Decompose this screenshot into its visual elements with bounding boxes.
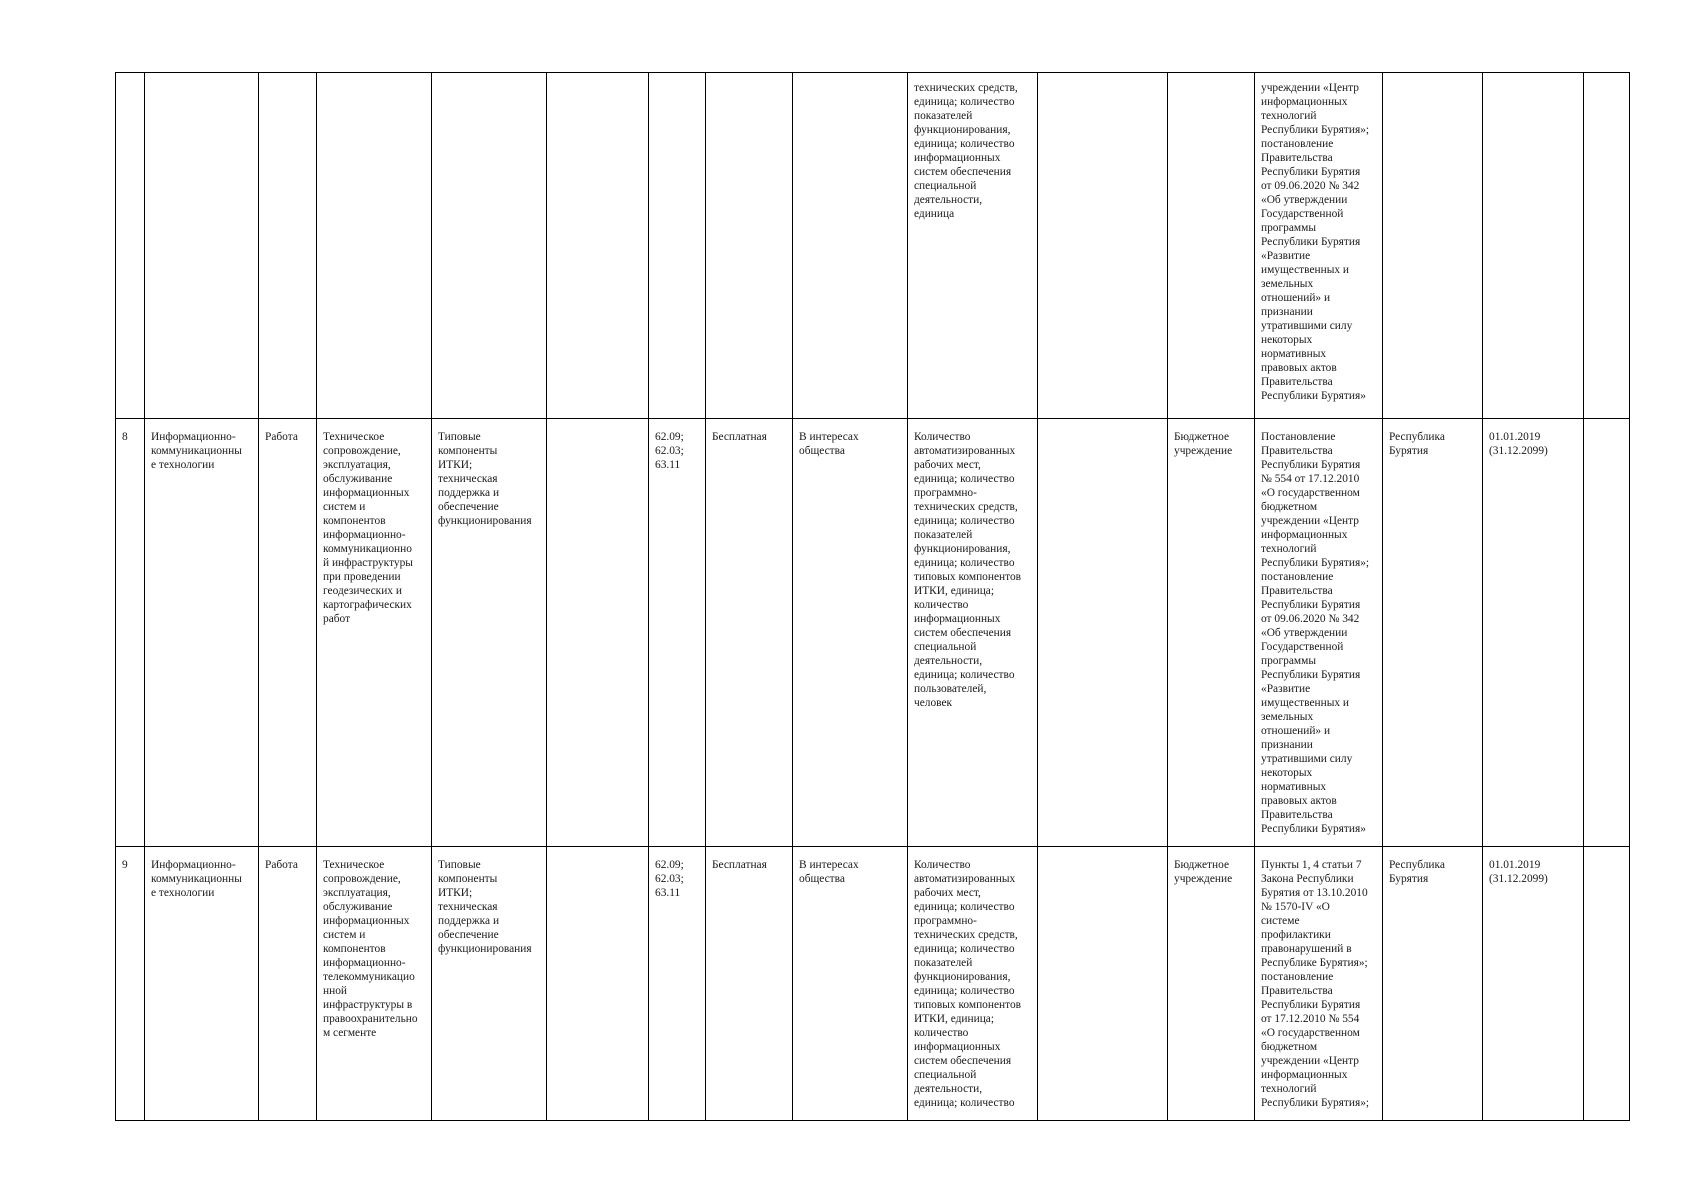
cell-work-name: Техническое сопровождение, эксплуатация, обслуживание информационных систем и компонентов информационно- коммуникационно й инфраструктуры при проведении геодезических и картографических работ bbox=[317, 419, 432, 847]
cell-institution bbox=[1168, 73, 1255, 419]
cell-activity bbox=[145, 73, 259, 419]
cell-work-name bbox=[317, 73, 432, 419]
cell-content: Типовые компоненты ИТКИ; техническая поддержка и обеспечение функционирования bbox=[432, 847, 547, 1121]
cell-content: Типовые компоненты ИТКИ; техническая поддержка и обеспечение функционирования bbox=[432, 419, 547, 847]
cell-legal-basis: Постановление Правительства Республики Бурятия № 554 от 17.12.2010 «О государственном бюджетном учреждении «Центр информационных технологий Республики Бурятия»; постановление Правительства Республики Бурятия от 09.06.2020 № 342 «Об утверждении Государственной программы Республики Бурятия «Развитие имущественных и земельных отношений» и признании утратившими силу некоторых нормативных правовых актов Правительства Республики Бурятия» bbox=[1255, 419, 1383, 847]
cell-date bbox=[1483, 73, 1584, 419]
cell-institution: Бюджетное учреждение bbox=[1168, 847, 1255, 1121]
cell-empty bbox=[1038, 847, 1168, 1121]
cell-empty bbox=[1584, 419, 1630, 847]
cell-empty bbox=[547, 73, 649, 419]
cell-indicators: Количество автоматизированных рабочих мест, единица; количество программно- технических средств, единица; количество показателей функционирования, единица; количество типовых компонентов ИТКИ, единица; количество информационных систем обеспечения специальной деятельности, единица; количество bbox=[908, 847, 1038, 1121]
registry-table bbox=[115, 72, 1630, 1121]
cell-empty bbox=[547, 847, 649, 1121]
cell-interest bbox=[793, 73, 908, 419]
cell-region: Республика Бурятия bbox=[1383, 847, 1483, 1121]
table-row bbox=[116, 419, 1630, 847]
cell-cost: Бесплатная bbox=[706, 847, 793, 1121]
cell-okved bbox=[649, 73, 706, 419]
cell-type: Работа bbox=[259, 847, 317, 1121]
cell-empty bbox=[1584, 847, 1630, 1121]
cell-date: 01.01.2019 (31.12.2099) bbox=[1483, 847, 1584, 1121]
cell-interest: В интересах общества bbox=[793, 419, 908, 847]
cell-empty bbox=[547, 419, 649, 847]
table-row bbox=[116, 847, 1630, 1121]
cell-date: 01.01.2019 (31.12.2099) bbox=[1483, 419, 1584, 847]
cell-cost bbox=[706, 73, 793, 419]
cell-number bbox=[116, 73, 145, 419]
cell-indicators: Количество автоматизированных рабочих мест, единица; количество программно- технических средств, единица; количество показателей функционирования, единица; количество типовых компонентов ИТКИ, единица; количество информационных систем обеспечения специальной деятельности, единица; количество пользователей, человек bbox=[908, 419, 1038, 847]
cell-legal-basis: учреждении «Центр информационных технологий Республики Бурятия»; постановление Правительства Республики Бурятия от 09.06.2020 № 342 «Об утверждении Государственной программы Республики Бурятия «Развитие имущественных и земельных отношений» и признании утратившими силу некоторых нормативных правовых актов Правительства Республики Бурятия» bbox=[1255, 73, 1383, 419]
cell-content bbox=[432, 73, 547, 419]
cell-activity: Информационно- коммуникационны е технологии bbox=[145, 419, 259, 847]
table-row bbox=[116, 73, 1630, 419]
cell-type bbox=[259, 73, 317, 419]
cell-type: Работа bbox=[259, 419, 317, 847]
cell-empty bbox=[1584, 73, 1630, 419]
cell-empty bbox=[1038, 419, 1168, 847]
cell-indicators: технических средств, единица; количество показателей функционирования, единица; количество информационных систем обеспечения специальной деятельности, единица bbox=[908, 73, 1038, 419]
cell-cost: Бесплатная bbox=[706, 419, 793, 847]
cell-number: 8 bbox=[116, 419, 145, 847]
cell-region bbox=[1383, 73, 1483, 419]
cell-empty bbox=[1038, 73, 1168, 419]
cell-activity: Информационно- коммуникационны е технологии bbox=[145, 847, 259, 1121]
cell-number: 9 bbox=[116, 847, 145, 1121]
cell-okved: 62.09; 62.03; 63.11 bbox=[649, 847, 706, 1121]
cell-interest: В интересах общества bbox=[793, 847, 908, 1121]
cell-work-name: Техническое сопровождение, эксплуатация, обслуживание информационных систем и компонентов информационно- телекоммуникацио нной инфраструктуры в правоохранительно м сегменте bbox=[317, 847, 432, 1121]
cell-okved: 62.09; 62.03; 63.11 bbox=[649, 419, 706, 847]
cell-legal-basis: Пункты 1, 4 статьи 7 Закона Республики Бурятия от 13.10.2010 № 1570-IV «О системе профилактики правонарушений в Республике Бурятия»; постановление Правительства Республики Бурятия от 17.12.2010 № 554 «О государственном бюджетном учреждении «Центр информационных технологий Республики Бурятия»; bbox=[1255, 847, 1383, 1121]
cell-region: Республика Бурятия bbox=[1383, 419, 1483, 847]
cell-institution: Бюджетное учреждение bbox=[1168, 419, 1255, 847]
